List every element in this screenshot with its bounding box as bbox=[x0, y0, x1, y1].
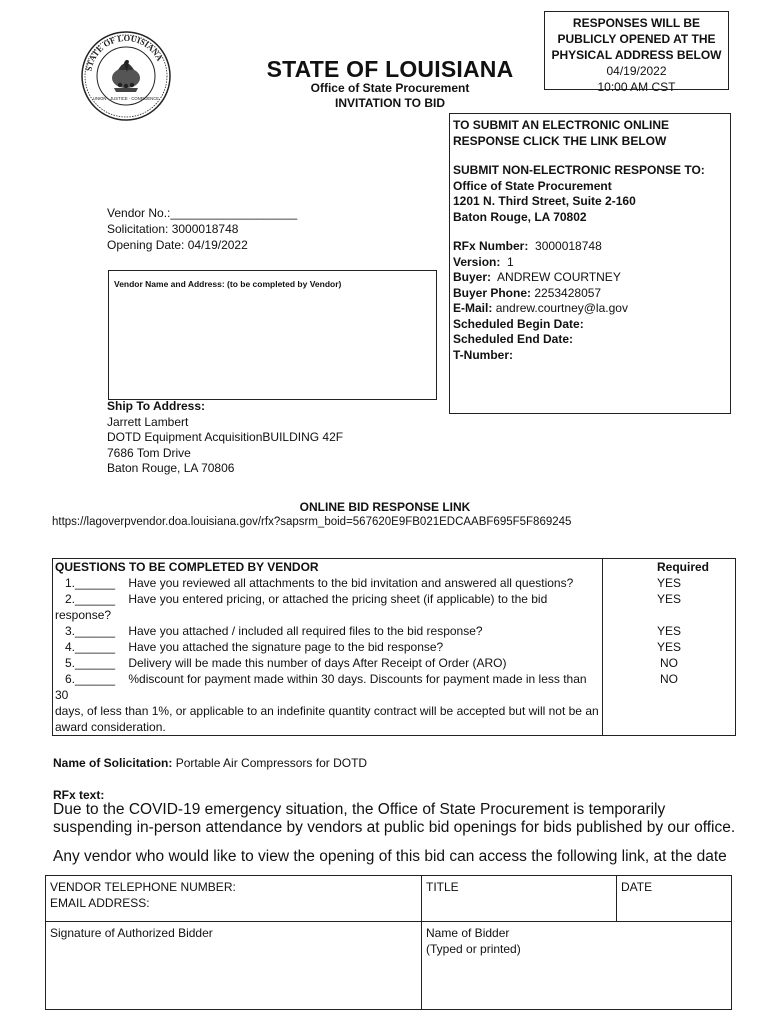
question-3-answer-blank[interactable]: 3.______ bbox=[65, 624, 116, 638]
vendor-contact-cell[interactable] bbox=[46, 876, 421, 921]
question-5-required: NO bbox=[603, 655, 736, 671]
question-row-6 bbox=[53, 671, 736, 736]
question-1-required: YES bbox=[603, 575, 736, 591]
online-bid-heading: ONLINE BID RESPONSE LINK bbox=[299, 500, 471, 514]
vendor-questions-table bbox=[52, 558, 736, 736]
question-6-required: NO bbox=[603, 671, 736, 736]
ship-to-line-2: DOTD Equipment AcquisitionBUILDING 42F bbox=[107, 430, 344, 444]
invitation-title: INVITATION TO BID bbox=[335, 96, 445, 110]
question-3-text: Have you attached / included all required files to the bid response? bbox=[128, 624, 483, 638]
question-4-answer-blank[interactable]: 4.______ bbox=[65, 640, 116, 654]
signature-cell[interactable] bbox=[46, 922, 421, 1009]
email-label: E-Mail: bbox=[453, 301, 493, 315]
buyer-email-link[interactable]: andrew.courtney@la.gov bbox=[495, 301, 628, 315]
rfx-text-paragraph-2: Any vendor who would like to view the opening of this bid can access the following link, at the date bbox=[53, 848, 727, 865]
question-2-text: Have you entered pricing, or attached the pricing sheet (if applicable) to the bid bbox=[128, 592, 548, 606]
responses-line-1: RESPONSES WILL BE bbox=[572, 16, 701, 30]
begin-date-label: Scheduled Begin Date: bbox=[453, 316, 584, 331]
question-row-1 bbox=[53, 575, 736, 591]
signature-label: Signature of Authorized Bidder bbox=[50, 926, 213, 940]
nonelectronic-heading: SUBMIT NON-ELECTRONIC RESPONSE TO: bbox=[453, 163, 705, 177]
submit-address-1: Office of State Procurement bbox=[453, 178, 612, 193]
submission-info-box bbox=[449, 113, 731, 414]
vendor-number-field[interactable]: Vendor No.:___________________ bbox=[107, 206, 298, 220]
solicitation-name-label: Name of Solicitation: bbox=[53, 756, 173, 770]
bidder-typed-label: (Typed or printed) bbox=[426, 942, 521, 956]
rfx-text-label: RFx text: bbox=[53, 788, 105, 802]
responses-time: 10:00 AM CST bbox=[597, 80, 676, 94]
question-6-answer-blank[interactable]: 6.______ bbox=[65, 672, 116, 686]
rfx-number-label: RFx Number: bbox=[453, 239, 529, 253]
bidder-name-label: Name of Bidder bbox=[426, 926, 510, 940]
rfx-number-value: 3000018748 bbox=[535, 239, 602, 253]
ship-to-line-1: Jarrett Lambert bbox=[107, 414, 189, 429]
ship-to-address bbox=[107, 399, 343, 477]
title-cell[interactable] bbox=[422, 876, 616, 921]
question-2-answer-blank[interactable]: 2.______ bbox=[65, 592, 116, 606]
question-2-required: YES bbox=[603, 591, 736, 623]
question-6-text-cont-2: award consideration. bbox=[55, 720, 166, 734]
electronic-line-2: RESPONSE CLICK THE LINK BELOW bbox=[453, 133, 667, 148]
ship-to-line-4: Baton Rouge, LA 70806 bbox=[107, 461, 235, 475]
buyer-label: Buyer: bbox=[453, 270, 492, 284]
vendor-info bbox=[107, 205, 297, 253]
responses-line-3: PHYSICAL ADDRESS BELOW bbox=[551, 48, 722, 62]
question-row-4 bbox=[53, 639, 736, 655]
t-number-label: T-Number: bbox=[453, 347, 513, 362]
question-6-text-cont: days, of less than 1%, or applicable to an indefinite quantity contract will be accepted but will not be an bbox=[55, 704, 599, 718]
title-label: TITLE bbox=[426, 880, 459, 894]
question-6-text: %discount for payment made within 30 days. Discounts for payment made in less than 30 bbox=[55, 672, 587, 702]
submit-address-3: Baton Rouge, LA 70802 bbox=[453, 209, 587, 224]
version-row bbox=[453, 255, 727, 271]
required-heading: Required bbox=[603, 559, 736, 576]
ship-to-label: Ship To Address: bbox=[107, 399, 206, 413]
state-title: STATE OF LOUISIANA bbox=[266, 56, 514, 82]
signature-block bbox=[45, 875, 732, 1010]
bidder-name-cell[interactable] bbox=[422, 922, 731, 1009]
electronic-line-1: TO SUBMIT AN ELECTRONIC ONLINE bbox=[453, 118, 669, 132]
version-label: Version: bbox=[453, 254, 501, 269]
responses-date: 04/19/2022 bbox=[606, 64, 667, 78]
ship-to-line-3: 7686 Tom Drive bbox=[107, 445, 191, 460]
buyer-value: ANDREW COURTNEY bbox=[497, 270, 621, 284]
vendor-email-label: EMAIL ADDRESS: bbox=[50, 896, 150, 910]
rfx-text-paragraph-1: Due to the COVID-19 emergency situation, the Office of State Procurement is temporarily suspending in-person attendance by vendors at public bid openings for bids published by our office. bbox=[53, 801, 736, 836]
responses-notice-box bbox=[544, 11, 729, 94]
question-row-5 bbox=[53, 655, 736, 671]
rfx-number-row bbox=[453, 239, 727, 255]
vendor-name-address-box[interactable] bbox=[108, 270, 437, 400]
vendor-name-address-label: Vendor Name and Address: (to be completed by Vendor) bbox=[114, 279, 342, 289]
question-row-2 bbox=[53, 591, 736, 623]
state-seal-icon bbox=[80, 30, 172, 122]
version-value: 1 bbox=[507, 254, 514, 269]
question-4-required: YES bbox=[603, 639, 736, 655]
vendor-phone-label: VENDOR TELEPHONE NUMBER: bbox=[50, 880, 236, 894]
submit-address-2: 1201 N. Third Street, Suite 2-160 bbox=[453, 194, 636, 208]
state-seal-logo bbox=[80, 30, 172, 122]
table-header-row bbox=[53, 559, 736, 576]
online-bid-link[interactable]: https://lagoverpvendor.doa.louisiana.gov/rfx?sapsrm_boid=567620E9FB021EDCAABF695F5F869245 bbox=[52, 516, 572, 528]
date-label: DATE bbox=[621, 880, 653, 894]
question-5-text: Delivery will be made this number of days After Receipt of Order (ARO) bbox=[128, 656, 507, 670]
seal-ring-text: STATE OF LOUISIANA bbox=[83, 32, 166, 72]
end-date-label: Scheduled End Date: bbox=[453, 332, 574, 346]
question-1-answer-blank[interactable]: 1.______ bbox=[65, 576, 116, 590]
email-row bbox=[453, 301, 727, 317]
solicitation-number: Solicitation: 3000018748 bbox=[107, 222, 239, 236]
question-3-required: YES bbox=[603, 623, 736, 639]
buyer-row bbox=[453, 270, 727, 286]
question-4-text: Have you attached the signature page to the bid response? bbox=[128, 640, 444, 654]
question-2-text-cont: response? bbox=[55, 608, 112, 622]
questions-heading: QUESTIONS TO BE COMPLETED BY VENDOR bbox=[53, 559, 603, 576]
office-heading bbox=[240, 81, 540, 111]
question-row-3 bbox=[53, 623, 736, 639]
buyer-phone-label: Buyer Phone: bbox=[453, 285, 532, 300]
opening-date: Opening Date: 04/19/2022 bbox=[107, 238, 248, 252]
office-name: Office of State Procurement bbox=[310, 81, 470, 95]
date-cell[interactable] bbox=[617, 876, 731, 921]
responses-line-2: PUBLICLY OPENED AT THE bbox=[557, 32, 716, 46]
question-5-answer-blank[interactable]: 5.______ bbox=[65, 656, 116, 670]
solicitation-name-value: Portable Air Compressors for DOTD bbox=[175, 756, 368, 770]
question-1-text: Have you reviewed all attachments to the bid invitation and answered all questions? bbox=[128, 576, 574, 590]
seal-inner-text: UNION · JUSTICE · CONFIDENCE bbox=[92, 96, 160, 101]
buyer-phone-value: 2253428057 bbox=[534, 285, 602, 300]
buyer-phone-row bbox=[453, 286, 727, 302]
solicitation-name bbox=[53, 756, 367, 770]
